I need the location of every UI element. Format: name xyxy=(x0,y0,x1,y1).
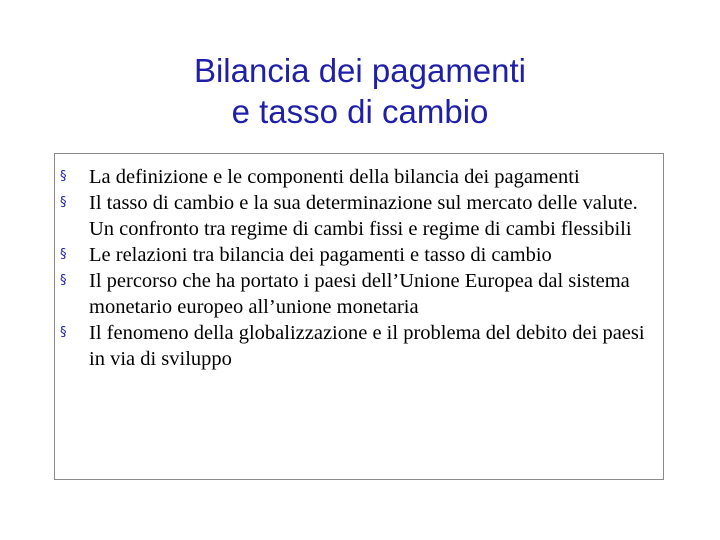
bullet-text: Il tasso di cambio e la sua determinazione sul mercato delle valute. Un confronto tra regime di cambi fissi e regime di cambi flessibili xyxy=(89,192,638,240)
bullet-text: Il percorso che ha portato i paesi dell’Unione Europea dal sistema monetario europeo all’unione monetaria xyxy=(89,270,630,318)
bullet-list xyxy=(55,164,663,372)
bullet-text: La definizione e le componenti della bilancia dei pagamenti xyxy=(89,166,580,188)
bullet-item xyxy=(55,268,663,320)
bullet-item xyxy=(55,242,663,268)
bullet-item xyxy=(55,320,663,372)
bullet-marker-icon: § xyxy=(60,195,67,210)
bullet-text: Il fenomeno della globalizzazione e il problema del debito dei paesi in via di sviluppo xyxy=(89,322,645,370)
bullet-marker-icon: § xyxy=(60,169,67,184)
bullet-marker-icon: § xyxy=(60,325,67,340)
slide-title-line-2: e tasso di cambio xyxy=(231,93,489,130)
bullet-marker-icon: § xyxy=(60,247,67,262)
bullet-item xyxy=(55,190,663,242)
slide-title xyxy=(0,50,720,132)
slide-title-line-1: Bilancia dei pagamenti xyxy=(193,52,527,89)
bullet-marker-icon: § xyxy=(60,273,67,288)
content-box xyxy=(54,153,664,480)
bullet-item xyxy=(55,164,663,190)
bullet-text: Le relazioni tra bilancia dei pagamenti e tasso di cambio xyxy=(89,244,552,266)
